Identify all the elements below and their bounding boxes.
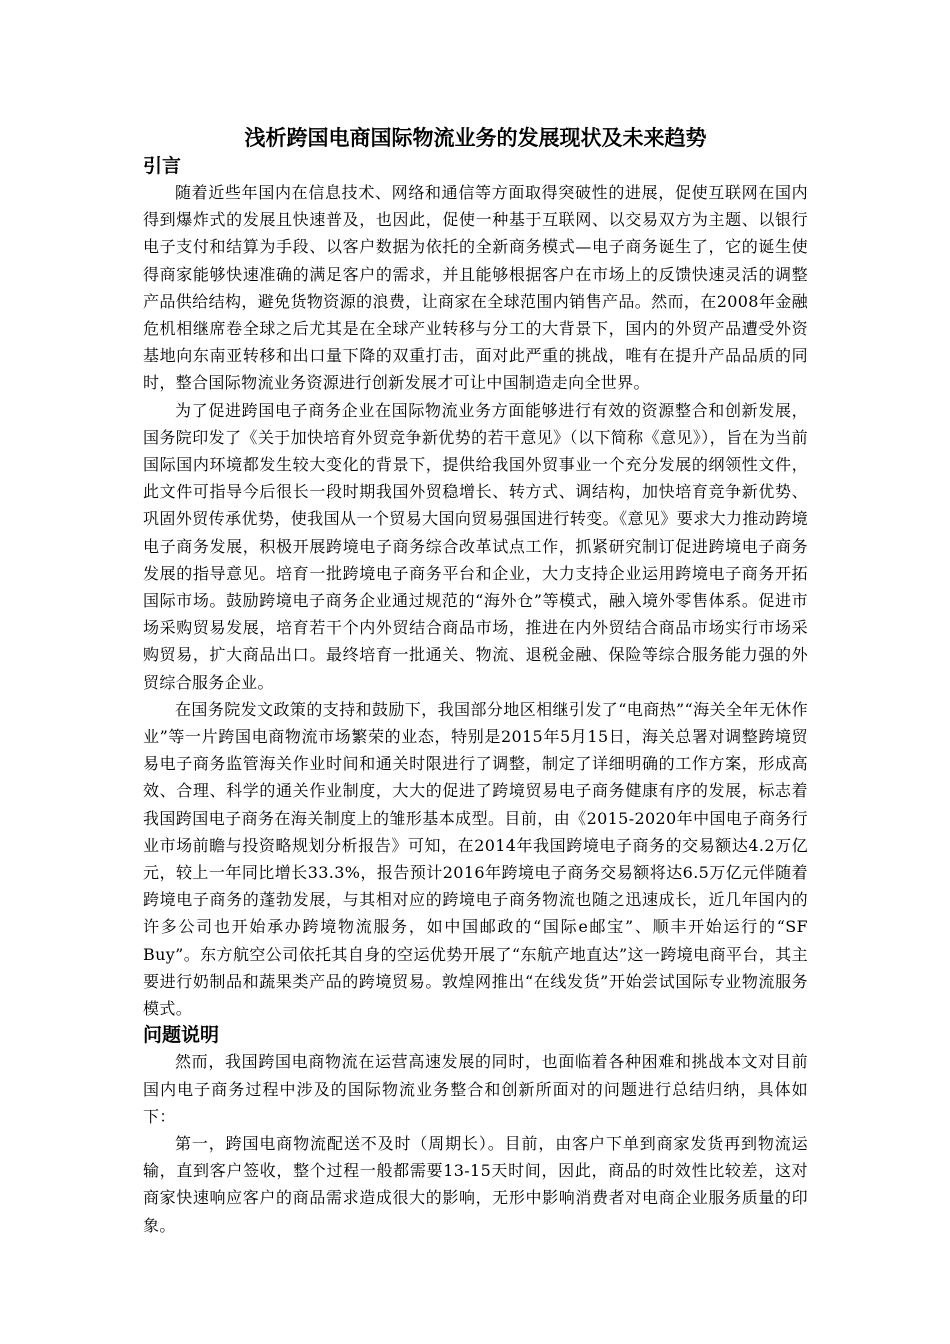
document-page bbox=[143, 118, 808, 1239]
paragraph: 为了促进跨国电子商务企业在国际物流业务方面能够进行有效的资源整合和创新发展，国务院印发了《关于加快培育外贸竞争新优势的若干意见》（以下简称《意见》），旨在为当前国际国内环境都发生较大变化的背景下，提供给我国外贸事业一个充分发展的纲领性文件，此文件可指导今后很长一段时期我国外贸稳增长、转方式、调结构，加快培育竞争新优势、巩固外贸传承优势，使我国从一个贸易大国向贸易强国进行转变。《意见》要求大力推动跨境电子商务发展，积极开展跨境电子商务综合改革试点工作，抓紧研究制订促进跨境电子商务发展的指导意见。培育一批跨境电子商务平台和企业，大力支持企业运用跨境电子商务开拓国际市场。鼓励跨境电子商务企业通过规范的“海外仓”等模式，融入境外零售体系。促进市场采购贸易发展，培育若干个内外贸结合商品市场，推进在内外贸结合商品市场实行市场采购贸易，扩大商品出口。最终培育一批通关、物流、退税金融、保险等综合服务能力强的外贸综合服务企业。 bbox=[143, 400, 808, 692]
paragraph: 第一，跨国电商物流配送不及时（周期长）。目前，由客户下单到商家发货再到物流运输，直到客户签收，整个过程一般都需要13-15天时间，因此，商品的时效性比较差，这对商家快速响应客户的商品需求造成很大的影响，无形中影响消费者对电商企业服务质量的印象。 bbox=[143, 1133, 808, 1235]
section-heading-introduction: 引言 bbox=[143, 155, 182, 177]
paragraph: 在国务院发文政策的支持和鼓励下，我国部分地区相继引发了“电商热”“海关全年无休作业”等一片跨国电商物流市场繁荣的业态，特别是2015年5月15日，海关总署对调整跨境贸易电子商务监管海关作业时间和通关时限进行了调整，制定了详细明确的工作方案，形成高效、合理、科学的通关作业制度，大大的促进了跨境贸易电子商务健康有序的发展，标志着我国跨国电子商务在海关制度上的雏形基本成型。目前，由《2015-2020年中国电子商务行业市场前瞻与投资略规划分析报告》可知，在2014年我国跨境电子商务的交易额达4.2万亿元，较上一年同比增长33.3%，报告预计2016年跨境电子商务交易额将达6.5万亿元伴随着跨境电子商务的蓬勃发展，与其相对应的跨境电子商务物流也随之迅速成长，近几年国内的许多公司也开始承办跨境物流服务，如中国邮政的“国际e邮宝”、顺丰开始运行的“SF Buy”。东方航空公司依托其自身的空运优势开展了“东航产地直达”这一跨境电商平台，其主要进行奶制品和蔬果类产品的跨境贸易。敦煌网推出“在线发货”开始尝试国际专业物流服务模式。 bbox=[143, 699, 808, 1019]
paragraph: 然而，我国跨国电商物流在运营高速发展的同时，也面临着各种困难和挑战本文对目前国内电子商务过程中涉及的国际物流业务整合和创新所面对的问题进行总结归纳，具体如下： bbox=[143, 1052, 808, 1126]
paragraph: 随着近些年国内在信息技术、网络和通信等方面取得突破性的进展，促使互联网在国内得到爆炸式的发展且快速普及，也因此，促使一种基于互联网、以交易双方为主题、以银行电子支付和结算为手段、以客户数据为依托的全新商务模式—电子商务诞生了，它的诞生使得商家能够快速准确的满足客户的需求，并且能够根据客户在市场上的反馈快速灵活的调整产品供给结构，避免货物资源的浪费，让商家在全球范围内销售产品。然而，在2008年金融危机相继席卷全球之后尤其是在全球产业转移与分工的大背景下，国内的外贸产品遭受外资基地向东南亚转移和出口量下降的双重打击，面对此严重的挑战，唯有在提升产品品质的同时，整合国际物流业务资源进行创新发展才可让中国制造走向全世界。 bbox=[143, 183, 808, 393]
section-heading-problem-statement: 问题说明 bbox=[143, 1024, 220, 1047]
document-title: 浅析跨国电商国际物流业务的发展现状及未来趋势 bbox=[244, 126, 707, 150]
